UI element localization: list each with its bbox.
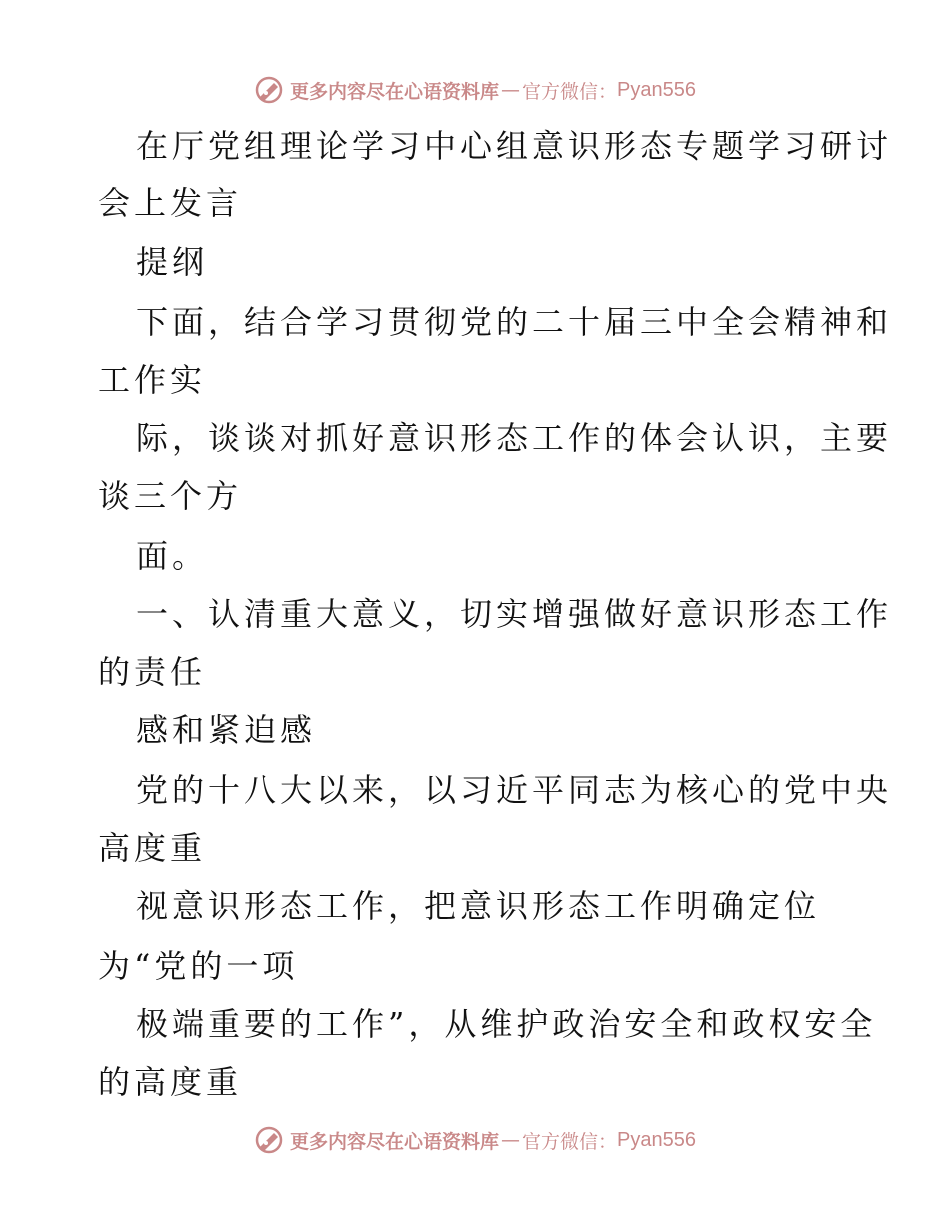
banner-wechat-label: 官方微信： — [522, 1130, 618, 1153]
text-line-9: 一、认清重大意义，切实增强做好意识形态工作 — [136, 595, 893, 633]
banner-dash: — — [501, 79, 521, 101]
text-line-1: 在厅党组理论学习中心组意识形态专题学习研讨 — [136, 127, 893, 165]
text-line-5: 工作实 — [98, 361, 207, 399]
header-watermark-banner — [0, 70, 950, 110]
text-line-13: 高度重 — [98, 829, 207, 867]
text-line-7: 谈三个方 — [98, 477, 243, 515]
text-line-3: 提纲 — [136, 243, 209, 281]
banner-wechat-id: Pyan556 — [617, 1128, 696, 1151]
banner-wechat-id: Pyan556 — [617, 78, 696, 101]
text-line-11: 感和紧迫感 — [136, 711, 317, 749]
text-line-4: 下面，结合学习贯彻党的二十届三中全会精神和 — [136, 303, 893, 341]
text-line-15: 为“党的一项 — [98, 947, 299, 985]
banner-brand-text: 更多内容尽在心语资料库 — [290, 80, 500, 103]
banner-brand-text: 更多内容尽在心语资料库 — [290, 1130, 500, 1153]
text-line-2: 会上发言 — [98, 184, 243, 222]
text-line-14: 视意识形态工作，把意识形态工作明确定位 — [136, 887, 821, 925]
text-line-8: 面。 — [136, 537, 209, 575]
text-line-6: 际，谈谈对抓好意识形态工作的体会认识，主要 — [136, 419, 893, 457]
pen-logo-icon — [254, 75, 284, 105]
banner-wechat-label: 官方微信： — [522, 80, 618, 103]
pen-logo-icon — [254, 1125, 284, 1155]
banner-dash: — — [501, 1129, 521, 1151]
text-line-16: 极端重要的工作”，从维护政治安全和政权安全 — [136, 1005, 877, 1043]
text-line-17: 的高度重 — [98, 1063, 243, 1101]
footer-watermark-banner — [0, 1120, 950, 1160]
text-line-12: 党的十八大以来，以习近平同志为核心的党中央 — [136, 771, 893, 809]
text-line-10: 的责任 — [98, 653, 207, 691]
